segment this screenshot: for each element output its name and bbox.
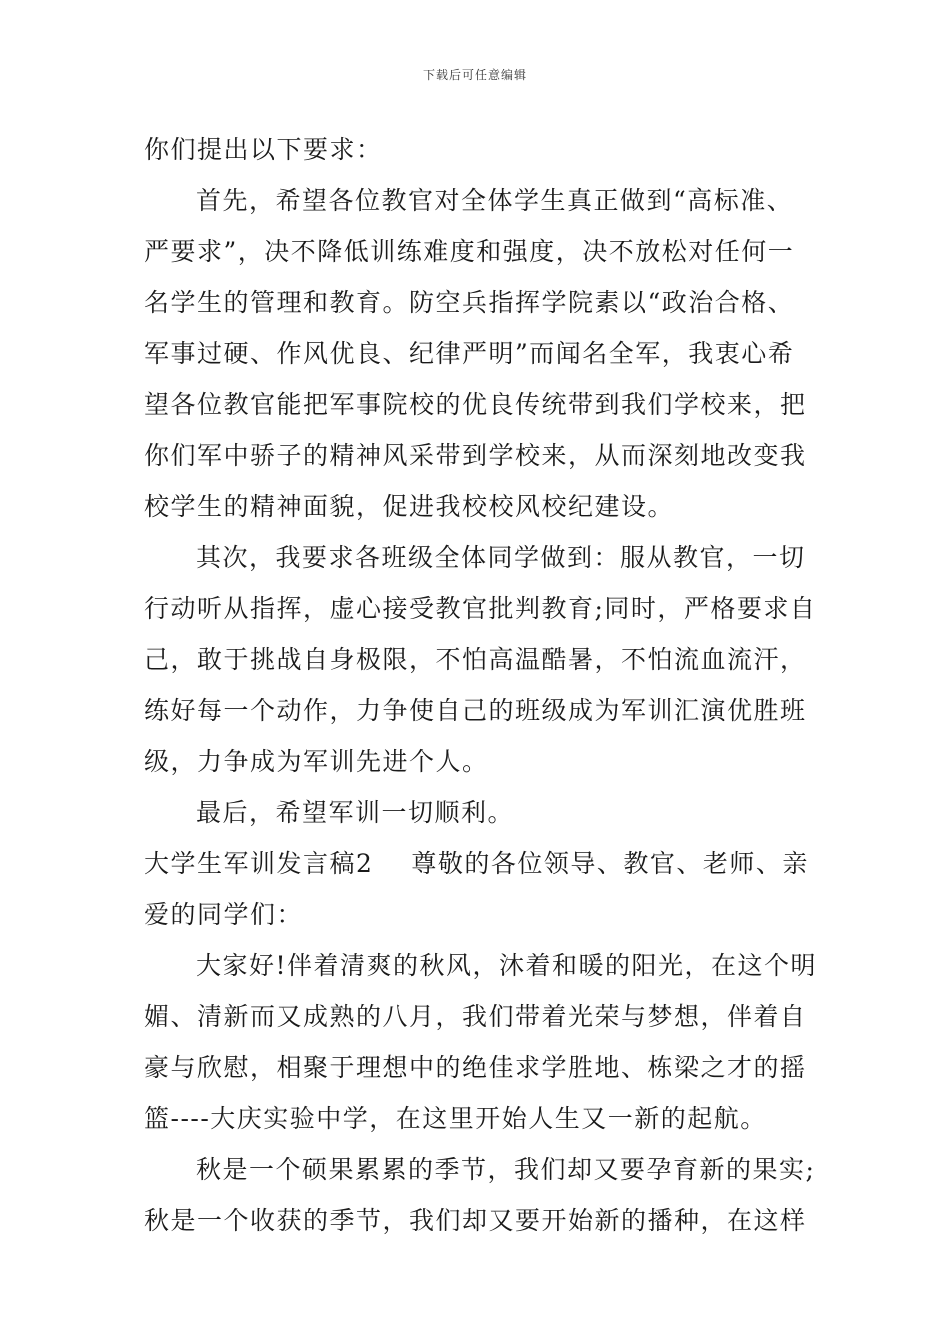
body-line: 最后，希望军训一切顺利。 bbox=[196, 798, 515, 827]
body-line: 大家好!伴着清爽的秋风，沐着和暖的阳光，在这个明 bbox=[196, 951, 818, 980]
body-line: 爱的同学们： bbox=[144, 900, 304, 929]
body-line: 其次，我要求各班级全体同学做到：服从教官，一切 bbox=[196, 543, 806, 572]
body-line: 军事过硬、作风优良、纪律严明”而闻名全军，我衷心希 bbox=[144, 339, 795, 368]
document-body bbox=[144, 124, 818, 1246]
body-line: 媚、清新而又成熟的八月，我们带着光荣与梦想，伴着自 bbox=[144, 1002, 807, 1031]
section-title-line bbox=[144, 838, 814, 889]
body-line: 望各位教官能把军事院校的优良传统带到我们学校来，把 bbox=[144, 390, 807, 419]
body-line: 练好每一个动作，力争使自己的班级成为军训汇演优胜班 bbox=[144, 696, 807, 725]
section-title: 大学生军训发言稿2 bbox=[144, 849, 374, 878]
body-line: 名学生的管理和教育。防空兵指挥学院素以“政治合格、 bbox=[144, 288, 795, 317]
body-line: 豪与欣慰，相聚于理想中的绝佳求学胜地、栋梁之才的摇 bbox=[144, 1053, 807, 1082]
page-header-note: 下载后可任意编辑 bbox=[422, 68, 527, 82]
body-line: 级，力争成为军训先进个人。 bbox=[144, 747, 489, 776]
body-line: 首先，希望各位教官对全体学生真正做到“高标准、 bbox=[196, 186, 794, 215]
body-line: 秋是一个硕果累累的季节，我们却又要孕育新的果实; bbox=[196, 1155, 816, 1184]
body-line: 校学生的精神面貌，促进我校校风校纪建设。 bbox=[144, 492, 675, 521]
body-line: 秋是一个收获的季节，我们却又要开始新的播种，在这样 bbox=[144, 1206, 807, 1235]
body-line: 你们提出以下要求： bbox=[144, 135, 383, 164]
body-line: 你们军中骄子的精神风采带到学校来，从而深刻地改变我 bbox=[144, 441, 807, 470]
body-line: 严要求”，决不降低训练难度和强度，决不放松对任何一 bbox=[144, 237, 795, 266]
body-line: 己，敢于挑战自身极限，不怕高温酷暑，不怕流血流汗， bbox=[144, 645, 807, 674]
body-line: 篮----大庆实验中学，在这里开始人生又一新的起航。 bbox=[144, 1104, 767, 1133]
body-line: 行动听从指挥，虚心接受教官批判教育;同时，严格要求自 bbox=[144, 594, 817, 623]
salutation-start: 尊敬的各位领导、教官、老师、亲 bbox=[411, 849, 809, 878]
